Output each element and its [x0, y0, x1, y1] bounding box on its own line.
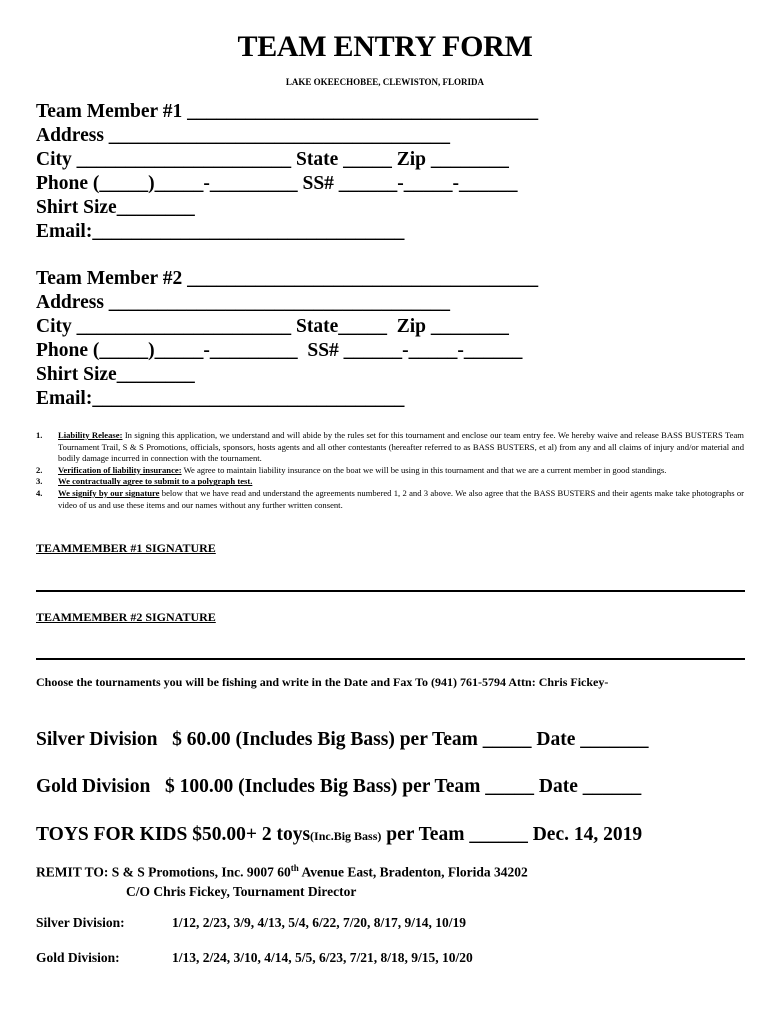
signature-2-line[interactable]	[36, 658, 745, 660]
member1-name-field[interactable]: Team Member #1 ____________________________________	[36, 101, 539, 122]
terms-list	[36, 430, 744, 511]
term-1	[36, 430, 744, 465]
term-4-heading: We signify by our signature	[58, 487, 160, 498]
silver-schedule-label: Silver Division:	[36, 915, 125, 930]
term-2	[36, 465, 744, 477]
term-2-number: 2.	[36, 464, 43, 475]
remit-line-1-b: Avenue East, Bradenton, Florida 34202	[298, 864, 528, 880]
team-member-2-section	[36, 267, 538, 411]
toys-small-text: (Inc.Big Bass)	[310, 829, 382, 843]
gold-schedule	[36, 950, 473, 966]
member1-email-field[interactable]: Email:________________________________	[36, 221, 405, 242]
term-4-text: below that we have read and understand the agreements numbered 1, 2 and 3 above. We also agree that the BASS BUSTERS and their agents make take photographs or video of us and use these items and our names without any further written consent.	[58, 487, 744, 510]
team-member-1-section	[36, 100, 538, 244]
gold-division-line[interactable]: Gold Division $ 100.00 (Includes Big Bass) per Team _____ Date ______	[36, 776, 642, 797]
member1-phone-ss-field[interactable]: Phone (_____)_____-_________ SS# ______-_____-______	[36, 173, 518, 194]
gold-schedule-label: Gold Division:	[36, 950, 120, 965]
signature-1-label: TEAMMEMBER #1 SIGNATURE	[36, 541, 216, 555]
toys-end-text: per Team ______ Dec. 14, 2019	[381, 824, 643, 845]
term-1-number: 1.	[36, 430, 43, 440]
signature-1-line[interactable]	[36, 590, 745, 592]
silver-schedule	[36, 915, 466, 931]
member2-email-field[interactable]: Email:________________________________	[36, 388, 405, 409]
member2-shirt-size-field[interactable]: Shirt Size________	[36, 364, 195, 385]
signature-2-label: TEAMMEMBER #2 SIGNATURE	[36, 610, 216, 624]
member2-address-field[interactable]: Address ___________________________________	[36, 292, 451, 313]
remit-line-1-sup: th	[290, 863, 299, 873]
term-2-heading: Verification of liability insurance:	[58, 464, 182, 475]
toys-for-kids-line[interactable]	[36, 824, 642, 846]
member2-phone-ss-field[interactable]: Phone (_____)_____-_________ SS# ______-_____-______	[36, 340, 523, 361]
term-1-text: In signing this application, we understand and will abide by the rules set for this tournament and enclose our team entry fee. We hereby waive and release BASS BUSTERS Team Tournament Trail, S & S Promotions, officials, sponsors, hosts agents and all other contestants (hereafter referred to as BASS BUSTERS, et al) from any and all claims of injury and/or material and bodily damage incurred in connection with the tournament.	[58, 430, 744, 464]
instructions-text: Choose the tournaments you will be fishing and write in the Date and Fax To (941) 761-5794 Attn: Chris Fickey-	[36, 675, 609, 689]
member2-city-state-zip-field[interactable]: City ______________________ State_____ Zip ________	[36, 316, 509, 337]
term-1-heading: Liability Release:	[58, 430, 123, 440]
term-4-number: 4.	[36, 487, 43, 498]
form-title: TEAM ENTRY FORM	[237, 30, 533, 63]
remit-line-2: C/O Chris Fickey, Tournament Director	[126, 883, 357, 899]
remit-line-1	[36, 859, 528, 882]
term-3-heading: We contractually agree to submit to a polygraph test.	[58, 476, 253, 487]
remit-address	[36, 859, 528, 901]
silver-schedule-dates: 1/12, 2/23, 3/9, 4/13, 5/4, 6/22, 7/20, 8/17, 9/14, 10/19	[172, 915, 467, 930]
term-3-number: 3.	[36, 476, 43, 487]
member1-shirt-size-field[interactable]: Shirt Size________	[36, 197, 195, 218]
member1-city-state-zip-field[interactable]: City ______________________ State _____ Zip ________	[36, 149, 509, 170]
remit-line-1-a: REMIT TO: S & S Promotions, Inc. 9007 60	[36, 864, 291, 880]
member2-name-field[interactable]: Team Member #2 ____________________________________	[36, 268, 539, 289]
toys-main-text: TOYS FOR KIDS $50.00+ 2 toys	[36, 824, 311, 845]
member1-address-field[interactable]: Address ___________________________________	[36, 125, 451, 146]
term-3	[36, 476, 744, 488]
gold-schedule-dates: 1/13, 2/24, 3/10, 4/14, 5/5, 6/23, 7/21, 8/18, 9/15, 10/20	[172, 950, 473, 965]
term-4	[36, 488, 744, 511]
silver-division-line[interactable]: Silver Division $ 60.00 (Includes Big Bass) per Team _____ Date _______	[36, 729, 649, 750]
term-2-text: We agree to maintain liability insurance on the boat we will be using in this tournament and that we are a current member in good standings.	[181, 464, 667, 475]
form-location: LAKE OKEECHOBEE, CLEWISTON, FLORIDA	[285, 77, 485, 87]
